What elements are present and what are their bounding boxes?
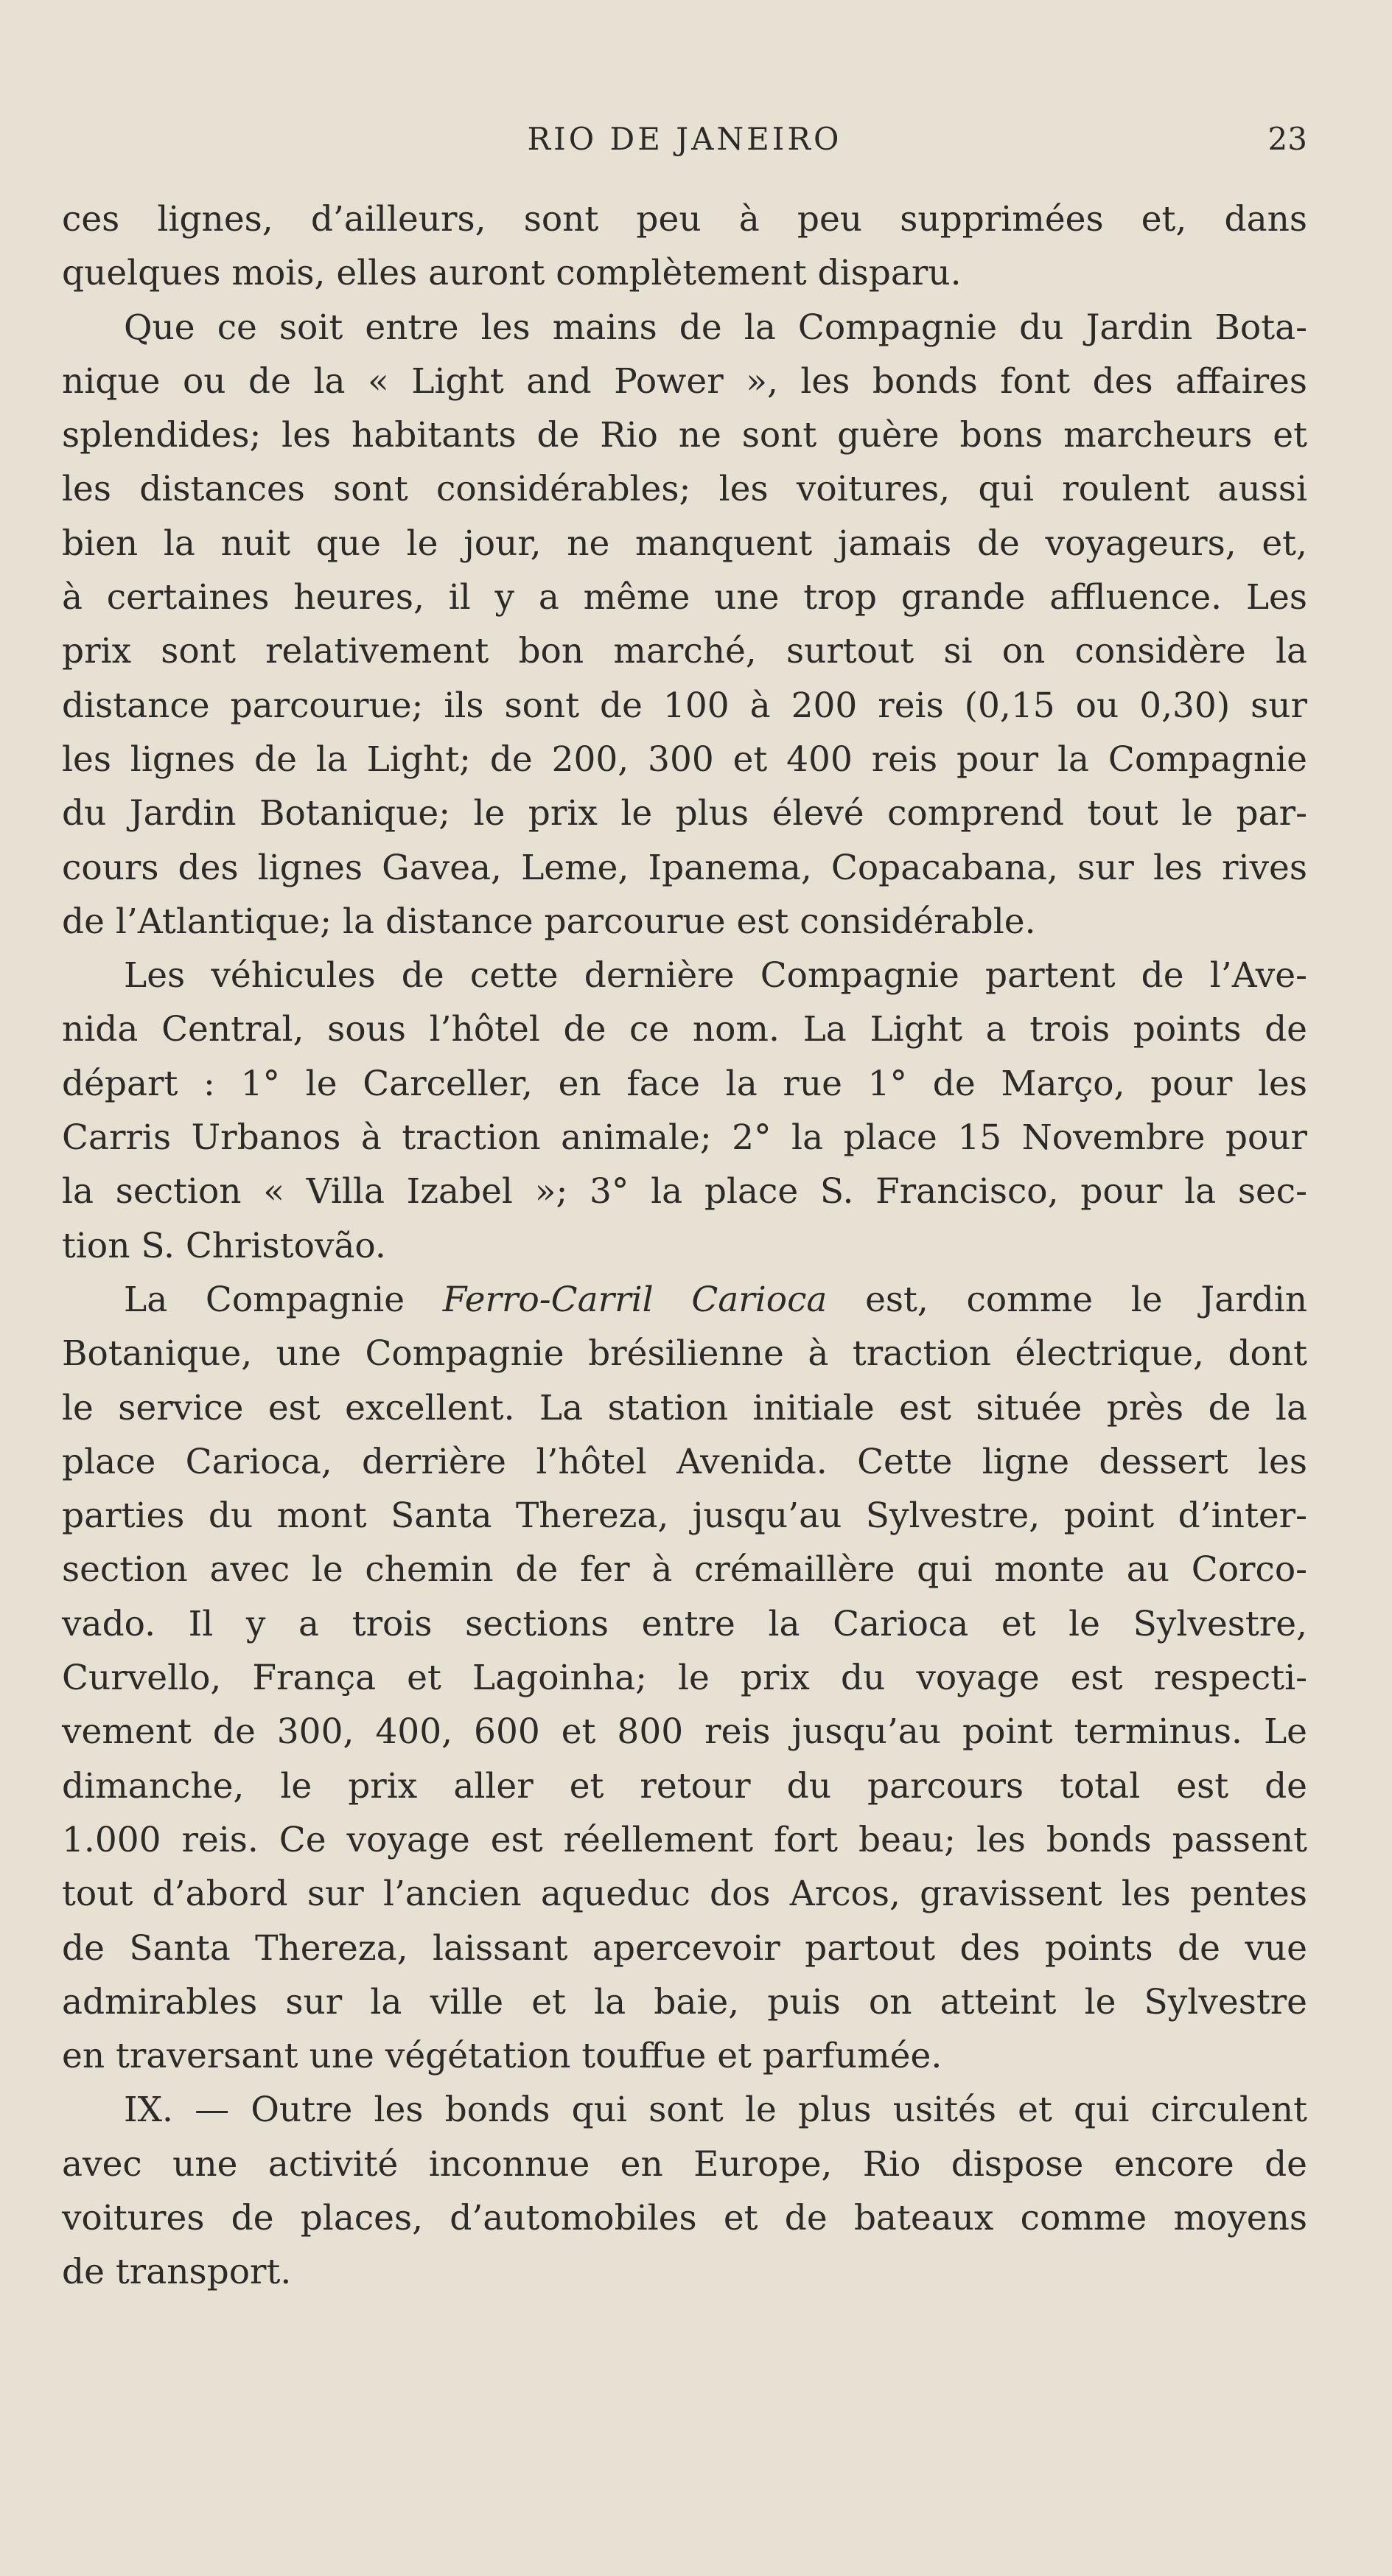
text-line: vado. Il y a trois sections entre la Carioca et le Sylvestre, — [62, 1603, 1307, 1644]
text-line: le service est excellent. La station initiale est située près de la — [62, 1387, 1307, 1428]
text-line: IX. — Outre les bonds qui sont le plus usités et qui circulent — [124, 2090, 1307, 2131]
page-header — [62, 114, 1307, 165]
text-line: Curvello, França et Lagoinha; le prix du voyage est respecti- — [62, 1658, 1307, 1699]
text-line: cours des lignes Gavea, Leme, Ipanema, Copacabana, sur les rives — [62, 847, 1307, 888]
text-line: 1.000 reis. Ce voyage est réellement fort beau; les bonds passent — [62, 1819, 1307, 1860]
text-fragment: La Compagnie — [124, 1279, 443, 1320]
text-line: dimanche, le prix aller et retour du parcours total est de — [62, 1765, 1307, 1807]
text-line: de transport. — [62, 2252, 292, 2293]
text-line: voitures de places, d’automobiles et de bateaux comme moyens — [62, 2197, 1307, 2238]
text-line: avec une activité inconnue en Europe, Rio dispose encore de — [62, 2143, 1307, 2185]
text-line: section avec le chemin de fer à crémaillère qui monte au Corco- — [62, 1549, 1307, 1591]
text-line: départ : 1° le Carceller, en face la rue 1° de Março, pour les — [62, 1063, 1307, 1104]
text-line: bien la nuit que le jour, ne manquent jamais de voyageurs, et, — [62, 523, 1307, 564]
text-line: vement de 300, 400, 600 et 800 reis jusqu’au point terminus. Le — [62, 1711, 1307, 1753]
text-line: nique ou de la « Light and Power », les bonds font des affaires — [62, 360, 1307, 402]
text-line: distance parcourue; ils sont de 100 à 200 reis (0,15 ou 0,30) sur — [62, 685, 1307, 726]
text-fragment: est, comme le Jardin — [827, 1279, 1307, 1320]
text-line: parties du mont Santa Thereza, jusqu’au Sylvestre, point d’inter- — [62, 1495, 1307, 1537]
page-number: 23 — [1267, 121, 1307, 157]
text-line: les lignes de la Light; de 200, 300 et 400 reis pour la Compagnie — [62, 739, 1307, 780]
text-line: Que ce soit entre les mains de la Compagnie du Jardin Bota- — [124, 307, 1307, 348]
text-line: de Santa Thereza, laissant apercevoir partout des points de vue — [62, 1927, 1307, 1969]
text-line: splendides; les habitants de Rio ne sont guère bons marcheurs et — [62, 415, 1307, 456]
running-title: RIO DE JANEIRO — [527, 121, 842, 157]
text-line: nida Central, sous l’hôtel de ce nom. La Light a trois points de — [62, 1009, 1307, 1050]
text-line: tout d’abord sur l’ancien aqueduc dos Arcos, gravissent les pentes — [62, 1874, 1307, 1915]
text-line: prix sont relativement bon marché, surtout si on considère la — [62, 631, 1307, 672]
text-line: de l’Atlantique; la distance parcourue est considérable. — [62, 901, 1036, 942]
text-line: à certaines heures, il y a même une trop grande affluence. Les — [62, 577, 1307, 618]
text-line: Les véhicules de cette dernière Compagnie partent de l’Ave- — [124, 955, 1307, 996]
text-line: en traversant une végétation touffue et parfumée. — [62, 2036, 942, 2077]
text-line: ces lignes, d’ailleurs, sont peu à peu supprimées et, dans — [62, 199, 1307, 240]
text-line: tion S. Christovão. — [62, 1225, 386, 1266]
text-line: la section « Villa Izabel »; 3° la place S. Francisco, pour la sec- — [62, 1171, 1307, 1212]
text-line — [62, 1273, 1307, 1327]
text-line: quelques mois, elles auront complètement disparu. — [62, 253, 962, 294]
text-line: Botanique, une Compagnie brésilienne à traction électrique, dont — [62, 1333, 1307, 1375]
text-line: du Jardin Botanique; le prix le plus élevé comprend tout le par- — [62, 793, 1307, 834]
body-text — [62, 192, 1307, 2300]
text-line: admirables sur la ville et la baie, puis on atteint le Sylvestre — [62, 1981, 1307, 2022]
company-name-italic: Ferro-Carril Carioca — [442, 1279, 828, 1320]
text-line: Carris Urbanos à traction animale; 2° la place 15 Novembre pour — [62, 1117, 1307, 1159]
text-line: place Carioca, derrière l’hôtel Avenida. Cette ligne dessert les — [62, 1441, 1307, 1482]
text-line: les distances sont considérables; les voitures, qui roulent aussi — [62, 469, 1307, 510]
